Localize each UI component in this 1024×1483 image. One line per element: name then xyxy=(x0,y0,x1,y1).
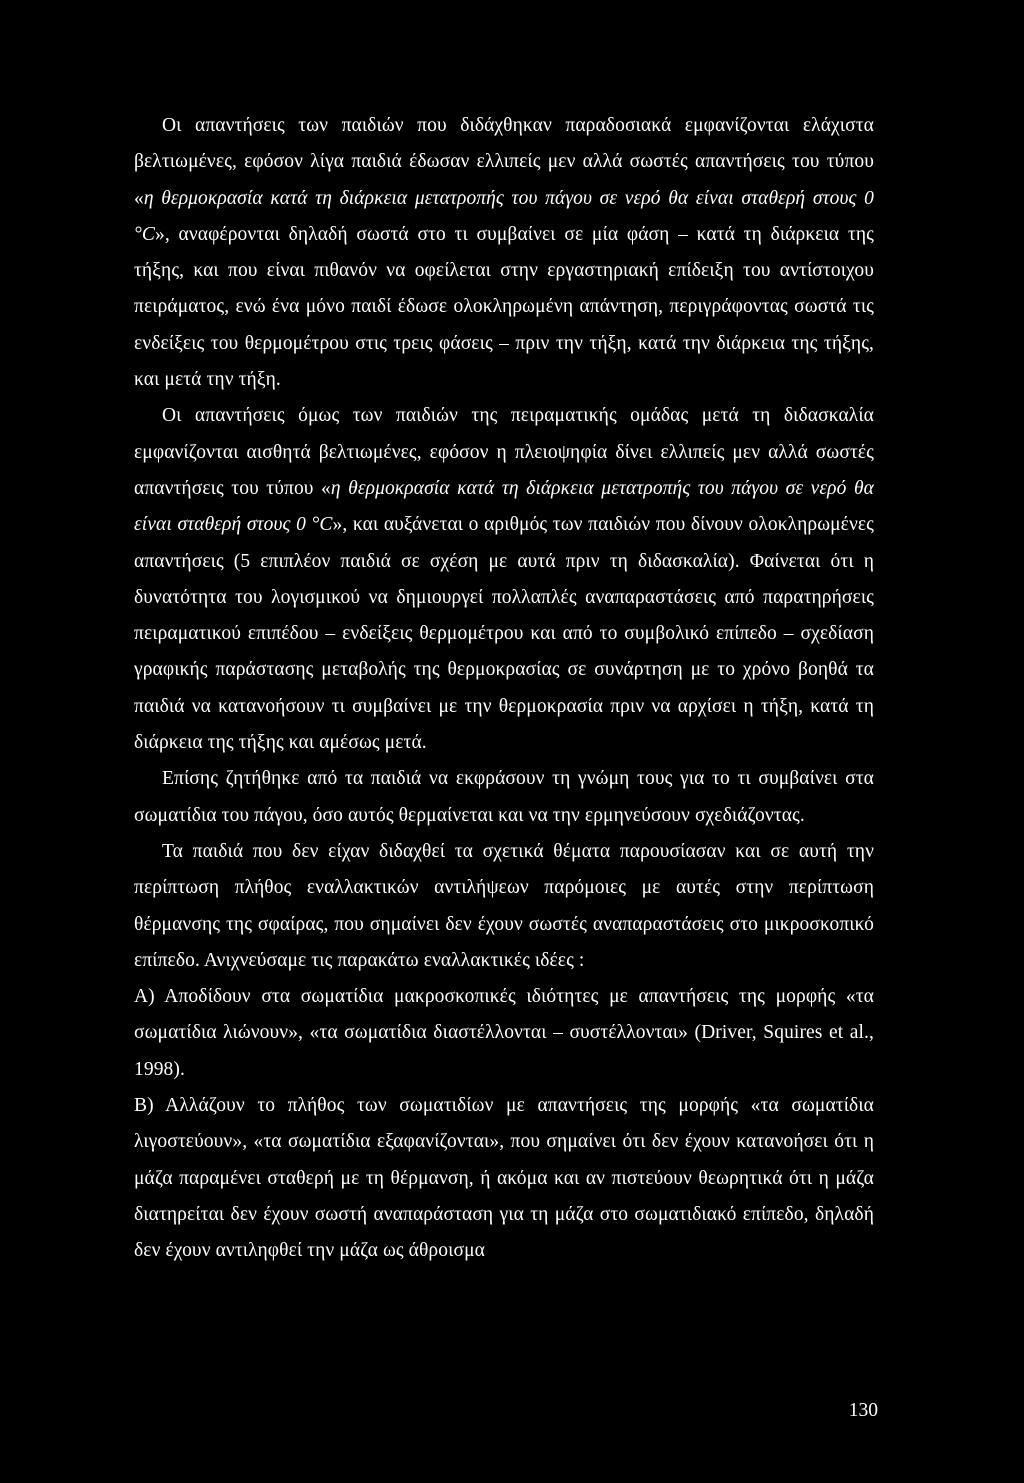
page-number: 130 xyxy=(848,1400,878,1421)
paragraph-alternative-conceptions: Τα παιδιά που δεν είχαν διδαχθεί τα σχετικά θέματα παρουσίασαν και σε αυτή την περίπτωση πλήθος εναλλακτικών αντιλήψεων παρόμοιες με αυτές στην περίπτωση θέρμανσης της σφαίρας, που σημαίνει δεν έχουν σωστές αναπαραστάσεις στο μικροσκοπικό επίπεδο. Ανιχνεύσαμε τις παρακάτω εναλλακτικές ιδέες : xyxy=(134,840,874,971)
paragraph-particles-question: Επίσης ζητήθηκε από τα παιδιά να εκφράσουν τη γνώμη τους για το τι συμβαίνει στα σωματίδια του πάγου, όσο αυτός θερμαίνεται και να την ερμηνεύσουν σχεδιάζοντας. xyxy=(134,768,874,826)
paragraph-2-italic-quote: η θερμοκρασία κατά τη διάρκεια μετατροπής του πάγου σε νερό θα είναι σταθερή στους 0 °C xyxy=(134,477,874,536)
list-item-a: Α) Αποδίδουν στα σωματίδια μακροσκοπικές ιδιότητες με απαντήσεις της μορφής «τα σωματίδια λιώνουν», «τα σωματίδια διαστέλλονται – συστέλλονται» (Driver, Squires et al., 1998). xyxy=(134,986,874,1080)
paragraph-experimental-group-results xyxy=(134,398,874,761)
document-body xyxy=(134,108,874,1270)
paragraph-1-text-end: », αναφέρονται δηλαδή σωστά στο τι συμβαίνει σε μία φάση – κατά τη διάρκεια της τήξης, και που είναι πιθανόν να οφείλεται στην εργαστηριακή επίδειξη του αντίστοιχου πειράματος, ενώ ένα μόνο παιδί έδωσε ολοκληρωμένη απάντηση, περιγράφοντας σωστά τις ενδείξεις του θερμομέτρου στις τρεις φάσεις – πριν την τήξη, κατά την διάρκεια της τήξης, και μετά την τήξη. xyxy=(134,223,874,391)
list-item-b: Β) Αλλάζουν το πλήθος των σωματιδίων με απαντήσεις της μορφής «τα σωματίδια λιγοστεύουν», «τα σωματίδια εξαφανίζονται», που σημαίνει ότι δεν έχουν κατανοήσει ότι η μάζα παραμένει σταθερή με τη θέρμανση, ή ακόμα και αν πιστεύουν θεωρητικά ότι η μάζα διατηρείται δεν έχουν σωστή αναπαράσταση για τη μάζα στο σωματιδιακό επίπεδο, δηλαδή δεν έχουν αντιληφθεί την μάζα ως άθροισμα xyxy=(134,1095,874,1262)
paragraph-1-italic-quote: η θερμοκρασία κατά τη διάρκεια μετατροπής του πάγου σε νερό θα είναι σταθερή στους 0 °C xyxy=(134,187,874,245)
paragraph-traditional-group-results xyxy=(134,108,874,398)
paragraph-1-text-start: Οι απαντήσεις των παιδιών που διδάχθηκαν παραδοσιακά εμφανίζονται ελάχιστα βελτιωμένες, εφόσον λίγα παιδιά έδωσαν ελλιπείς μεν αλλά σωστές απαντήσεις του τύπου « xyxy=(134,115,874,209)
paragraph-2-text-end: », και αυξάνεται ο αριθμός των παιδιών που δίνουν ολοκληρωμένες απαντήσεις (5 επιπλέον παιδιά σε σχέση με αυτά πριν τη διδασκαλία). Φαίνεται ότι η δυνατότητα του λογισμικού να δημιουργεί πολλαπλές αναπαραστάσεις από παρατηρήσεις πειραματικού επιπέδου – ενδείξεις θερμομέτρου και από το συμβολικό επίπεδο – σχεδίαση γραφικής παράστασης μεταβολής της θερμοκρασίας σε συνάρτηση με το χρόνο βοηθά τα παιδιά να κατανοήσουν τι συμβαίνει με την θερμοκρασία πριν να αρχίσει η τήξη, κατά τη διάρκεια της τήξης και αμέσως μετά. xyxy=(134,514,875,754)
paragraph-2-text-start: Οι απαντήσεις όμως των παιδιών της πειραματικής ομάδας μετά τη διδασκαλία εμφανίζονται αισθητά βελτιωμένες, εφόσον η πλειοψηφία δίνει ελλιπείς μεν αλλά σωστές απαντήσεις του τύπου « xyxy=(134,405,874,499)
